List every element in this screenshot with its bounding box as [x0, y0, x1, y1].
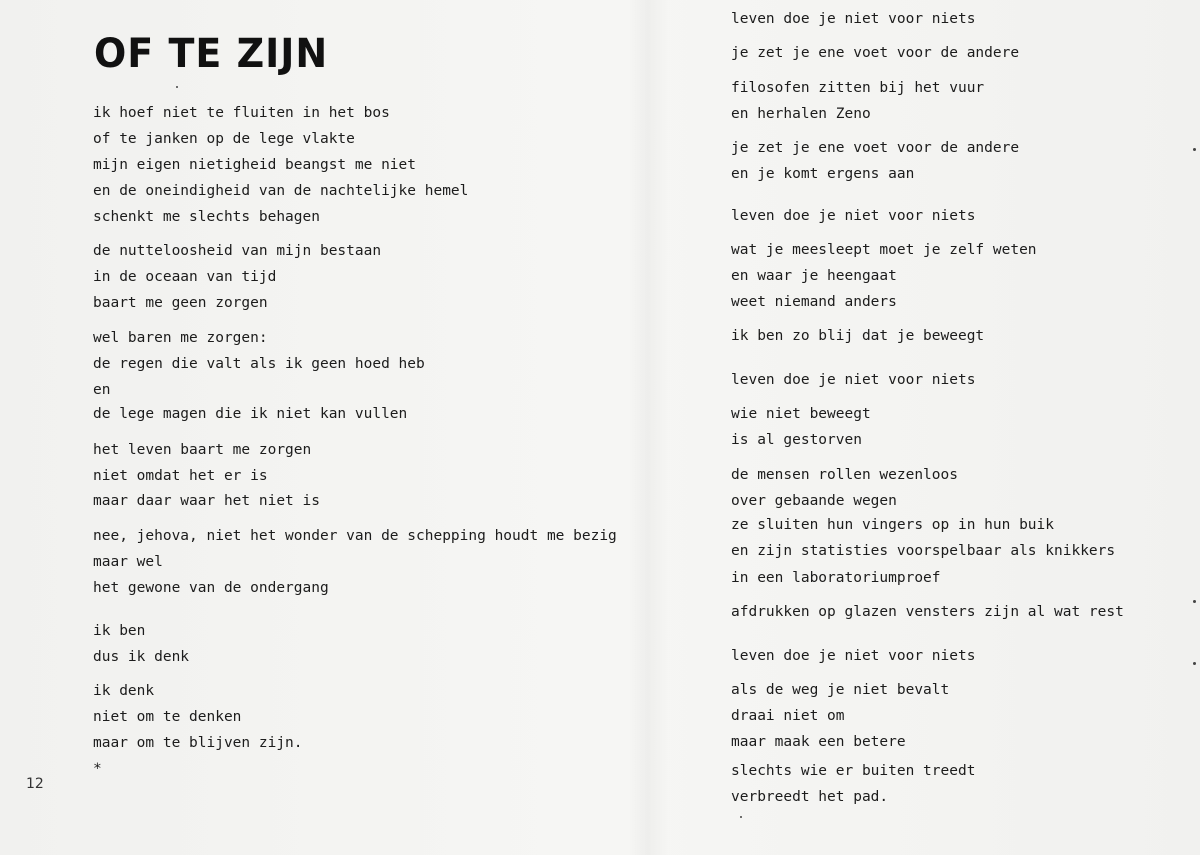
- poem-line: de nutteloosheid van mijn bestaan: [93, 243, 382, 259]
- poem-line: en: [93, 382, 111, 398]
- poem-line: in een laboratoriumproef: [731, 570, 941, 586]
- poem-line: verbreedt het pad.: [731, 789, 889, 805]
- poem-line: filosofen zitten bij het vuur: [731, 80, 985, 96]
- poem-line: slechts wie er buiten treedt: [731, 763, 976, 779]
- poem-line: of te janken op de lege vlakte: [93, 131, 355, 147]
- page-number: 12: [26, 776, 44, 792]
- poem-line: nee, jehova, niet het wonder van de schepping houdt me bezig: [93, 528, 617, 544]
- poem-line: maar wel: [93, 554, 163, 570]
- poem-title: OF TE ZIJN: [94, 30, 329, 77]
- poem-line: draai niet om: [731, 708, 845, 724]
- poem-line: de mensen rollen wezenloos: [731, 467, 958, 483]
- poem-line: wie niet beweegt: [731, 406, 871, 422]
- poem-line: en herhalen Zeno: [731, 106, 871, 122]
- poem-line: wat je meesleept moet je zelf weten: [731, 242, 1037, 258]
- poem-line: niet om te denken: [93, 709, 242, 725]
- page-gutter: [628, 0, 668, 855]
- poem-line: en zijn statisties voorspelbaar als knikkers: [731, 543, 1116, 559]
- poem-line: ik ben zo blij dat je beweegt: [731, 328, 985, 344]
- print-speck: [1193, 662, 1196, 665]
- poem-line: is al gestorven: [731, 432, 862, 448]
- poem-line: ze sluiten hun vingers op in hun buik: [731, 517, 1055, 533]
- poem-line: je zet je ene voet voor de andere: [731, 140, 1020, 156]
- poem-line: het gewone van de ondergang: [93, 580, 329, 596]
- poem-line: dus ik denk: [93, 649, 190, 665]
- poem-line: en de oneindigheid van de nachtelijke hemel: [93, 183, 469, 199]
- print-speck: [176, 86, 178, 88]
- poem-line: en je komt ergens aan: [731, 166, 915, 182]
- poem-line: maar om te blijven zijn.: [93, 735, 303, 751]
- poem-line: afdrukken op glazen vensters zijn al wat rest: [731, 604, 1124, 620]
- poem-line: leven doe je niet voor niets: [731, 11, 976, 27]
- poem-line: weet niemand anders: [731, 294, 897, 310]
- poem-line: leven doe je niet voor niets: [731, 648, 976, 664]
- poem-line: ik hoef niet te fluiten in het bos: [93, 105, 390, 121]
- poem-line: in de oceaan van tijd: [93, 269, 277, 285]
- print-speck: [1193, 600, 1196, 603]
- poem-line: wel baren me zorgen:: [93, 330, 268, 346]
- poem-line: ik ben: [93, 623, 146, 639]
- poem-line: schenkt me slechts behagen: [93, 209, 320, 225]
- poem-line: leven doe je niet voor niets: [731, 208, 976, 224]
- poem-line: maar daar waar het niet is: [93, 493, 320, 509]
- print-speck: [1193, 148, 1196, 151]
- print-speck: [740, 816, 742, 818]
- poem-line: mijn eigen nietigheid beangst me niet: [93, 157, 417, 173]
- poem-line: de regen die valt als ik geen hoed heb: [93, 356, 425, 372]
- poem-line: leven doe je niet voor niets: [731, 372, 976, 388]
- poem-line: ik denk: [93, 683, 155, 699]
- poem-line: en waar je heengaat: [731, 268, 897, 284]
- poem-line: baart me geen zorgen: [93, 295, 268, 311]
- poem-line: als de weg je niet bevalt: [731, 682, 950, 698]
- poem-line: je zet je ene voet voor de andere: [731, 45, 1020, 61]
- poem-end-asterisk: *: [93, 761, 102, 777]
- poem-line: maar maak een betere: [731, 734, 906, 750]
- poem-line: de lege magen die ik niet kan vullen: [93, 406, 408, 422]
- poem-line: het leven baart me zorgen: [93, 442, 312, 458]
- poem-line: niet omdat het er is: [93, 468, 268, 484]
- poem-line: over gebaande wegen: [731, 493, 897, 509]
